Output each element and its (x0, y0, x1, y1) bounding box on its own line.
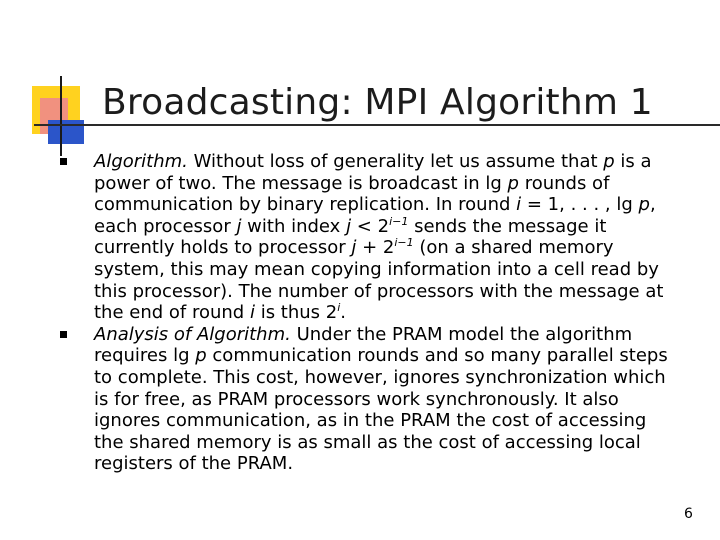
text-run: rounds of communication by binary replication. In round (94, 172, 610, 216)
logo-vertical-line (60, 76, 62, 156)
math-var: j (236, 215, 242, 237)
math-var: j (351, 237, 357, 259)
page-number: 6 (684, 506, 693, 522)
superscript: i−1 (394, 236, 414, 250)
bullet-lead: Analysis of Algorithm. (94, 323, 291, 345)
bullet-lead: Algorithm. (94, 151, 188, 172)
text-run: sends the message it currently holds to processor (94, 215, 607, 259)
text-run: + 2 (356, 237, 395, 259)
bullet-square-icon (60, 331, 67, 338)
title-underline (34, 124, 720, 126)
text-run: communication rounds and so many parallel steps to complete. This cost, however, ignores synchronization which is for free, as PRAM processors work synchronously. It also ignores communication, as in the PRAM the cost of accessing the shared memory is as small as the cost of accessing local registers of the PRAM. (94, 345, 668, 475)
math-var: p (603, 151, 615, 172)
text-run: is thus 2 (254, 302, 338, 324)
math-var: i (249, 302, 255, 324)
text-run: with index (241, 215, 347, 237)
text-run: is a power of two. The message is broadcast in lg (94, 151, 652, 194)
text-run: < 2 (351, 215, 390, 237)
text-run: Under the PRAM model the algorithm requires lg (94, 323, 633, 367)
bullet-square-icon (60, 158, 67, 165)
text-run: (on a shared memory system, this may mean copying information into a cell read by this processor). The number of processors with the message at the end of round (94, 237, 664, 324)
math-var: p (507, 172, 519, 194)
math-var: i (516, 194, 522, 216)
slide-title: Broadcasting: MPI Algorithm 1 (102, 82, 653, 123)
superscript: i (337, 301, 341, 315)
math-var: p (195, 345, 207, 367)
bullet-item-algorithm (60, 151, 680, 324)
bullet-text-algorithm (94, 151, 680, 324)
bullet-list (60, 151, 680, 475)
bullet-text-analysis (94, 324, 680, 475)
math-var: p (638, 194, 650, 216)
bullet-item-analysis (60, 324, 680, 475)
superscript: i−1 (389, 214, 409, 228)
text-run: . (340, 302, 347, 324)
text-run: = 1, . . . , lg (521, 194, 639, 216)
text-run: , each processor (94, 194, 656, 237)
math-var: j (346, 215, 352, 237)
text-run: Without loss of generality let us assume that (187, 151, 604, 172)
slide-logo-decoration (0, 0, 110, 170)
